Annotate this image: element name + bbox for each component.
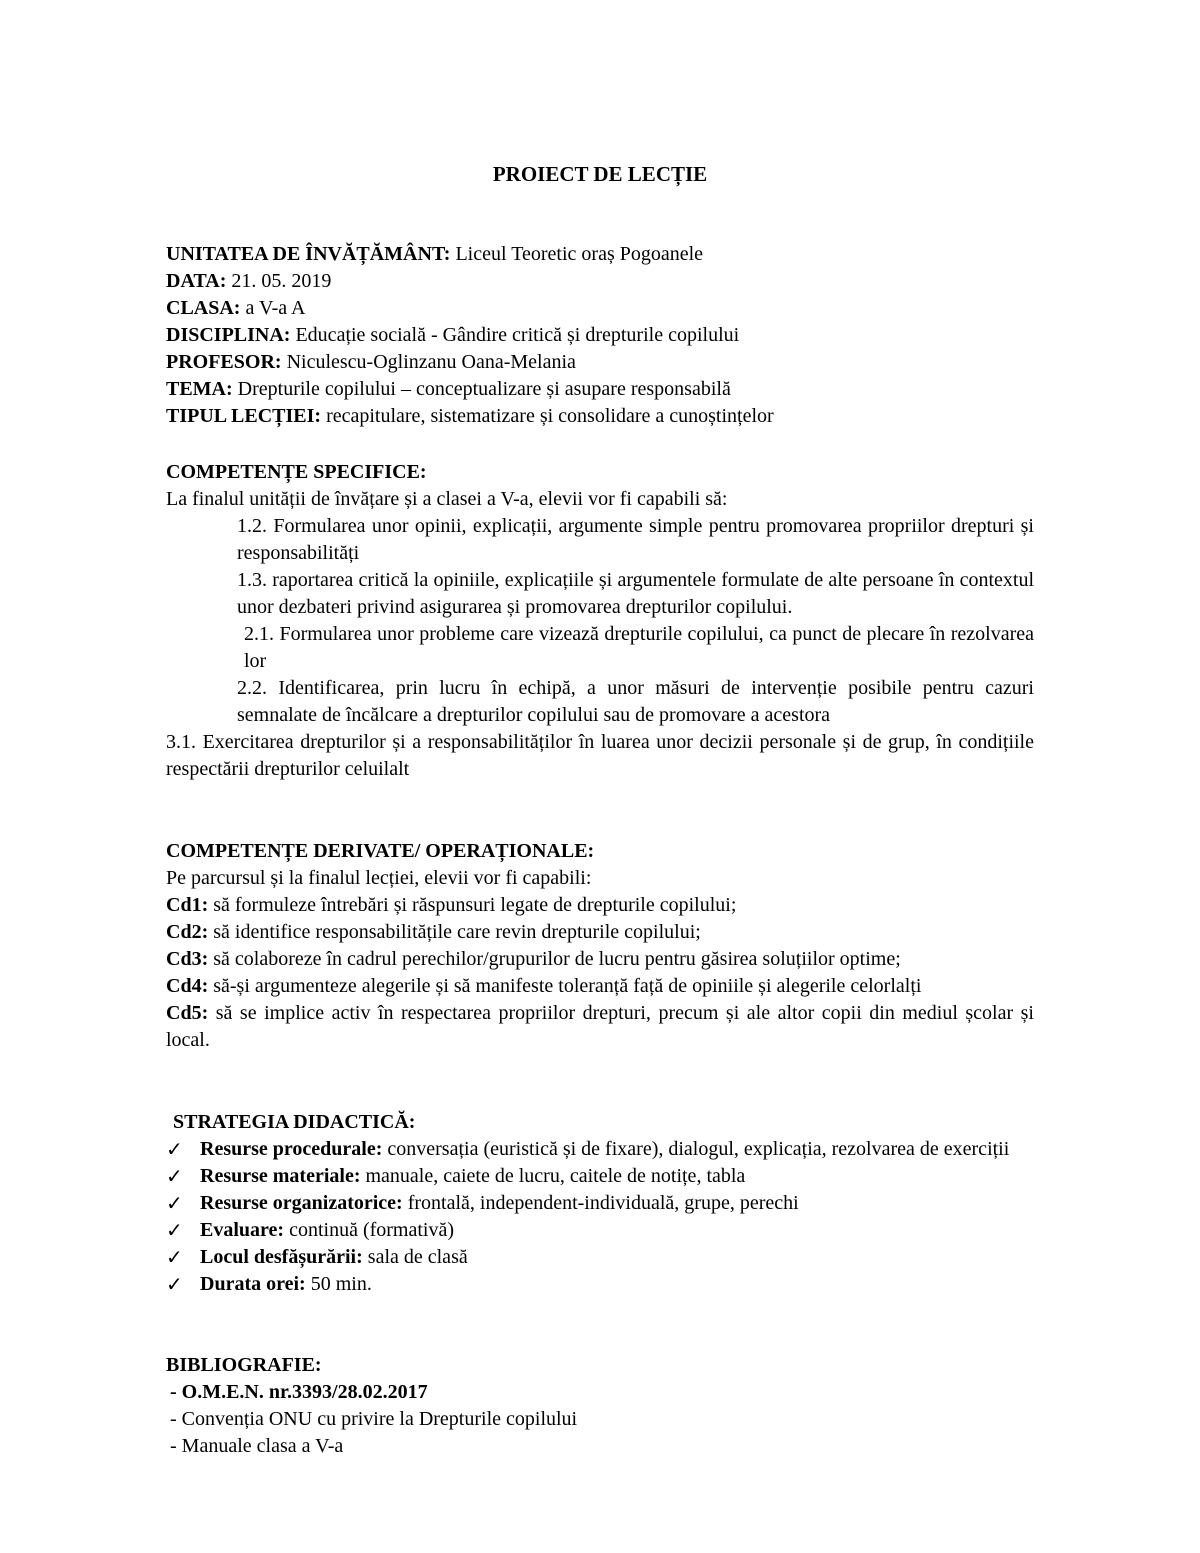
info-lesson-type: TIPUL LECȚIEI: recapitulare, sistematizare și consolidare a cunoștințelor [166,405,774,427]
derived-competences [166,838,1034,1054]
checkmark-icon: ✓ [166,1218,183,1242]
checkmark-icon: ✓ [166,1191,183,1215]
page-title: PROIECT DE LECȚIE [492,162,708,186]
derived-item: Cd4: să-și argumenteze alegerile și să manifeste toleranță față de opiniile și alegerile celorlalți [166,975,922,997]
derived-item: Cd3: să colaboreze în cadrul perechilor/grupurilor de lucru pentru găsirea soluțiilor optime; [166,948,901,970]
info-class: CLASA: a V-a A [166,297,306,319]
info-theme: TEMA: Drepturile copilului – conceptualizare și asupare responsabilă [166,378,731,400]
specific-item: 1.2. Formularea unor opinii, explicații, argumente simple pentru promovarea propriilor drepturi și responsabilități [237,515,1034,564]
derived-item: Cd2: să identifice responsabilitățile care revin drepturile copilului; [166,921,701,943]
strategy-item: ✓ Resurse procedurale: conversația (euristică și de fixare), dialogul, explicația, rezolvarea de exerciții [166,1137,1010,1161]
teaching-strategy [166,1109,1034,1298]
strategy-heading: STRATEGIA DIDACTICĂ: [173,1111,416,1133]
lesson-info [166,241,1034,430]
specific-item: 2.2. Identificarea, prin lucru în echipă, a unor măsuri de intervenție posibile pentru cazuri semnalate de încălcare a drepturilor copilului sau de promovare a acestora [237,677,1034,726]
strategy-item: ✓ Locul desfășurării: sala de clasă [166,1245,468,1269]
derived-item: Cd5: să se implice activ în respectarea propriilor drepturi, precum și ale altor copii din mediul școlar și local. [166,1002,1034,1051]
strategy-item: ✓ Evaluare: continuă (formativă) [166,1218,455,1242]
checkmark-icon: ✓ [166,1137,183,1161]
specific-heading: COMPETENȚE SPECIFICE: [166,461,427,483]
derived-item: Cd1: să formuleze întrebări și răspunsuri legate de drepturile copilului; [166,894,737,916]
bibliography-heading: BIBLIOGRAFIE: [166,1354,322,1376]
specific-competences [166,459,1034,783]
derived-heading: COMPETENȚE DERIVATE/ OPERAȚIONALE: [166,840,595,862]
info-discipline: DISCIPLINA: Educație socială - Gândire critică și drepturile copilului [166,324,740,346]
specific-item: 2.1. Formularea unor probleme care vizează drepturile copilului, ca punct de plecare în rezolvarea lor [244,623,1034,672]
info-school: UNITATEA DE ÎNVĂȚĂMÂNT: Liceul Teoretic oraș Pogoanele [166,243,704,265]
bibliography-item: - O.M.E.N. nr.3393/28.02.2017 [170,1381,428,1403]
checkmark-icon: ✓ [166,1164,183,1188]
strategy-item: ✓ Resurse materiale: manuale, caiete de lucru, caitele de notițe, tabla [166,1164,746,1188]
bibliography-item: - Manuale clasa a V-a [170,1435,344,1457]
checkmark-icon: ✓ [166,1245,183,1269]
derived-intro: Pe parcursul și la finalul lecției, elevii vor fi capabili: [166,867,592,889]
info-date: DATA: 21. 05. 2019 [166,270,332,292]
specific-intro: La finalul unității de învățare și a clasei a V-a, elevii vor fi capabili să: [166,488,728,510]
specific-item: 1.3. raportarea critică la opiniile, explicațiile și argumentele formulate de alte persoane în contextul unor dezbateri privind asigurarea și promovarea drepturilor copilului. [237,569,1034,618]
strategy-item: ✓ Durata orei: 50 min. [166,1272,372,1296]
bibliography [166,1352,1034,1460]
specific-item: 3.1. Exercitarea drepturilor și a responsabilităților în luarea unor decizii personale și de grup, în condițiile respectării drepturilor celuilalt [166,731,1034,780]
info-teacher: PROFESOR: Niculescu-Oglinzanu Oana-Melania [166,351,576,373]
strategy-item: ✓ Resurse organizatorice: frontală, independent-individuală, grupe, perechi [166,1191,799,1215]
bibliography-item: - Convenția ONU cu privire la Drepturile copilului [170,1408,578,1430]
checkmark-icon: ✓ [166,1272,183,1296]
